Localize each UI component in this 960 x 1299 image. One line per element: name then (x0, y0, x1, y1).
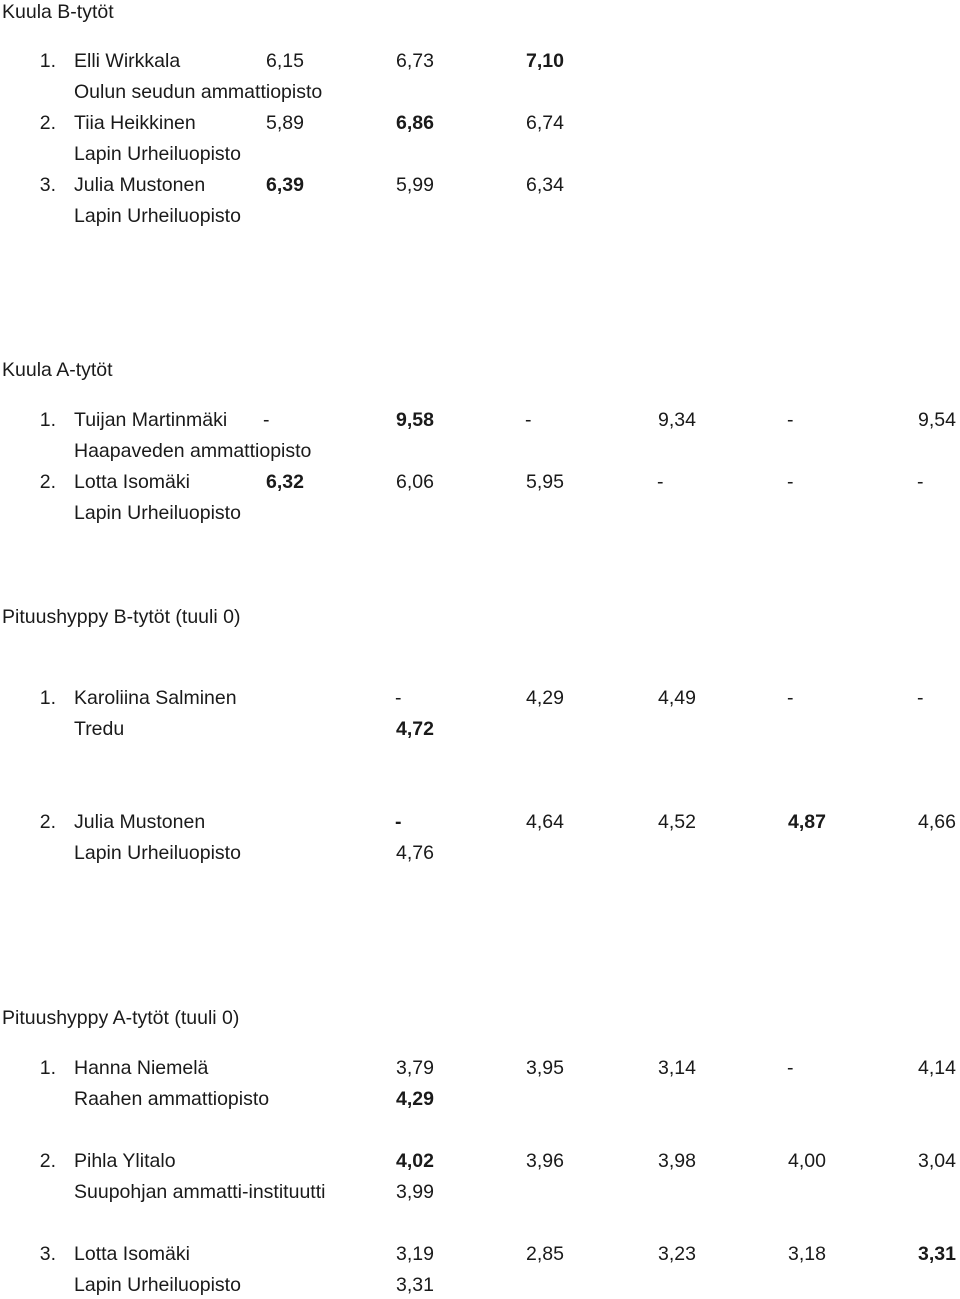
result-6: 4,14 (918, 1057, 956, 1079)
rank: 3. (39, 174, 56, 196)
result-2: 9,58 (396, 409, 434, 431)
result-3: 6,74 (526, 112, 564, 134)
athlete-club: Lapin Urheiluopisto (74, 502, 241, 524)
result-5: - (787, 1057, 794, 1079)
result-4: 9,34 (658, 409, 696, 431)
result-2: 3,79 (396, 1057, 434, 1079)
result-1: - (263, 409, 270, 431)
result-6: 4,66 (918, 811, 956, 833)
result-3: - (525, 409, 532, 431)
athlete-club: Suupohjan ammatti-instituutti (74, 1181, 326, 1203)
rank: 1. (39, 1057, 56, 1079)
result-3: 3,96 (526, 1150, 564, 1172)
result-5: - (787, 687, 794, 709)
athlete-club: Haapaveden ammattiopisto (74, 440, 312, 462)
section-title: Kuula B-tytöt (2, 1, 114, 23)
result-2: 4,02 (396, 1150, 434, 1172)
athlete-club: Lapin Urheiluopisto (74, 205, 241, 227)
athlete-name: Julia Mustonen (74, 174, 206, 196)
result-4: 3,23 (658, 1243, 696, 1265)
rank: 1. (39, 687, 56, 709)
result-1: 6,15 (266, 50, 304, 72)
result-4: 4,52 (658, 811, 696, 833)
athlete-club: Lapin Urheiluopisto (74, 143, 241, 165)
result-3: 2,85 (526, 1243, 564, 1265)
result-4: 4,49 (658, 687, 696, 709)
result-6: - (917, 471, 924, 493)
result-1: 6,39 (266, 174, 304, 196)
athlete-club: Lapin Urheiluopisto (74, 842, 241, 864)
result-4: - (657, 471, 664, 493)
athlete-name: Julia Mustonen (74, 811, 206, 833)
result-2: 6,06 (396, 471, 434, 493)
result-6: 9,54 (918, 409, 956, 431)
best-result: 4,72 (396, 718, 434, 740)
athlete-name: Lotta Isomäki (74, 1243, 190, 1265)
result-5: - (787, 471, 794, 493)
athlete-name: Karoliina Salminen (74, 687, 237, 709)
result-1: 6,32 (266, 471, 304, 493)
athlete-name: Pihla Ylitalo (74, 1150, 176, 1172)
athlete-club: Raahen ammattiopisto (74, 1088, 270, 1110)
result-4: 3,14 (658, 1057, 696, 1079)
athlete-club: Oulun seudun ammattiopisto (74, 81, 323, 103)
result-6: 3,31 (918, 1243, 956, 1265)
result-5: 4,00 (788, 1150, 826, 1172)
athlete-club: Lapin Urheiluopisto (74, 1274, 241, 1296)
result-3: 5,95 (526, 471, 564, 493)
result-2: 5,99 (396, 174, 434, 196)
result-1: 5,89 (266, 112, 304, 134)
best-result: 4,29 (396, 1088, 434, 1110)
result-3: 4,64 (526, 811, 564, 833)
result-5: 4,87 (788, 811, 826, 833)
rank: 1. (39, 50, 56, 72)
athlete-name: Tuijan Martinmäki (74, 409, 228, 431)
best-result: 3,99 (396, 1181, 434, 1203)
result-5: - (787, 409, 794, 431)
result-6: - (917, 687, 924, 709)
rank: 2. (39, 811, 56, 833)
rank: 2. (39, 112, 56, 134)
result-6: 3,04 (918, 1150, 956, 1172)
best-result: 3,31 (396, 1274, 434, 1296)
result-2: 3,19 (396, 1243, 434, 1265)
result-2: 6,86 (396, 112, 434, 134)
result-3: 3,95 (526, 1057, 564, 1079)
athlete-club: Tredu (74, 718, 125, 740)
best-result: 4,76 (396, 842, 434, 864)
result-3: 7,10 (526, 50, 564, 72)
athlete-name: Elli Wirkkala (74, 50, 181, 72)
rank: 1. (39, 409, 56, 431)
athlete-name: Tiia Heikkinen (74, 112, 196, 134)
section-title: Kuula A-tytöt (2, 359, 113, 381)
result-2: - (395, 811, 402, 833)
athlete-name: Hanna Niemelä (74, 1057, 209, 1079)
result-4: 3,98 (658, 1150, 696, 1172)
rank: 2. (39, 1150, 56, 1172)
result-5: 3,18 (788, 1243, 826, 1265)
section-title: Pituushyppy B-tytöt (tuuli 0) (2, 606, 241, 628)
athlete-name: Lotta Isomäki (74, 471, 190, 493)
section-title: Pituushyppy A-tytöt (tuuli 0) (2, 1007, 240, 1029)
result-2: 6,73 (396, 50, 434, 72)
result-3: 4,29 (526, 687, 564, 709)
rank: 3. (39, 1243, 56, 1265)
rank: 2. (39, 471, 56, 493)
result-2: - (395, 687, 402, 709)
result-3: 6,34 (526, 174, 564, 196)
